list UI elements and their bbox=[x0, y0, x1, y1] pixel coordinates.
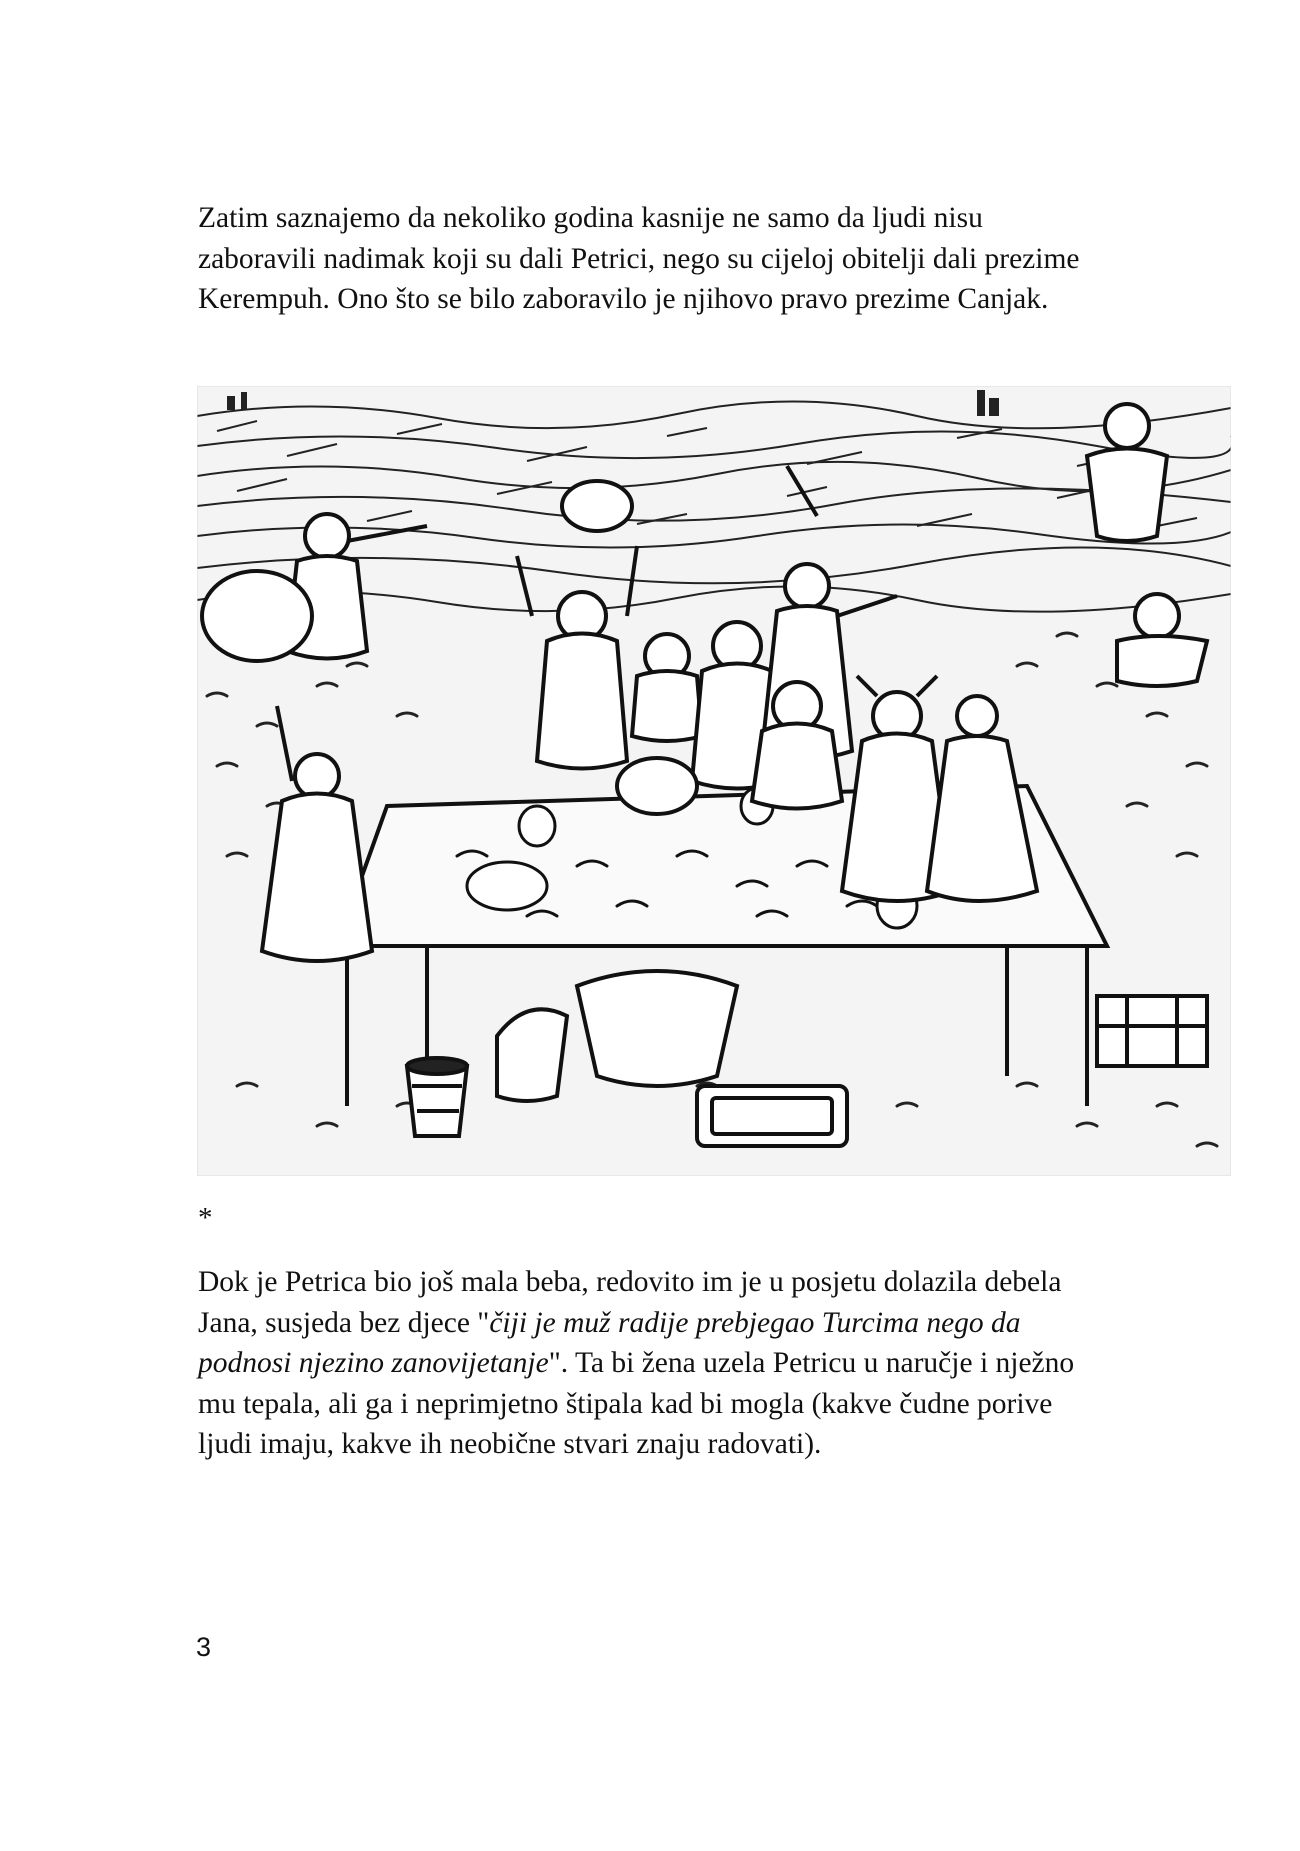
paragraph-jana bbox=[198, 1262, 1098, 1465]
feast-illustration bbox=[197, 386, 1231, 1176]
paragraph-intro: Zatim saznajemo da nekoliko godina kasnije ne samo da ljudi nisu zaboravili nadimak koji su dali Petrici, nego su cijeloj obitelji dali prezime Kerempuh. Ono što se bilo zaboravilo je njihovo pravo prezime Canjak. bbox=[198, 202, 1080, 315]
page-number: 3 bbox=[196, 1632, 212, 1662]
paragraph-jana-start: Dok je Petrica bio još mala beba, redovito im je u posjetu dolazila debela Jana, susjeda bez djece " bbox=[198, 1266, 1062, 1339]
paragraph-jana-quote: čiji je muž radije prebjegao Turcima nego da podnosi njezino zanovijetanje bbox=[198, 1306, 1021, 1379]
section-separator: * bbox=[198, 1202, 213, 1234]
paragraph-jana-end: ". Ta bi žena uzela Petricu u naručje i nježno mu tepala, ali ga i neprimjetno štipala kad bi mogla (kakve čudne porive ljudi imaju, kakve ih neobične stvari znaju radovati). bbox=[198, 1347, 1075, 1460]
